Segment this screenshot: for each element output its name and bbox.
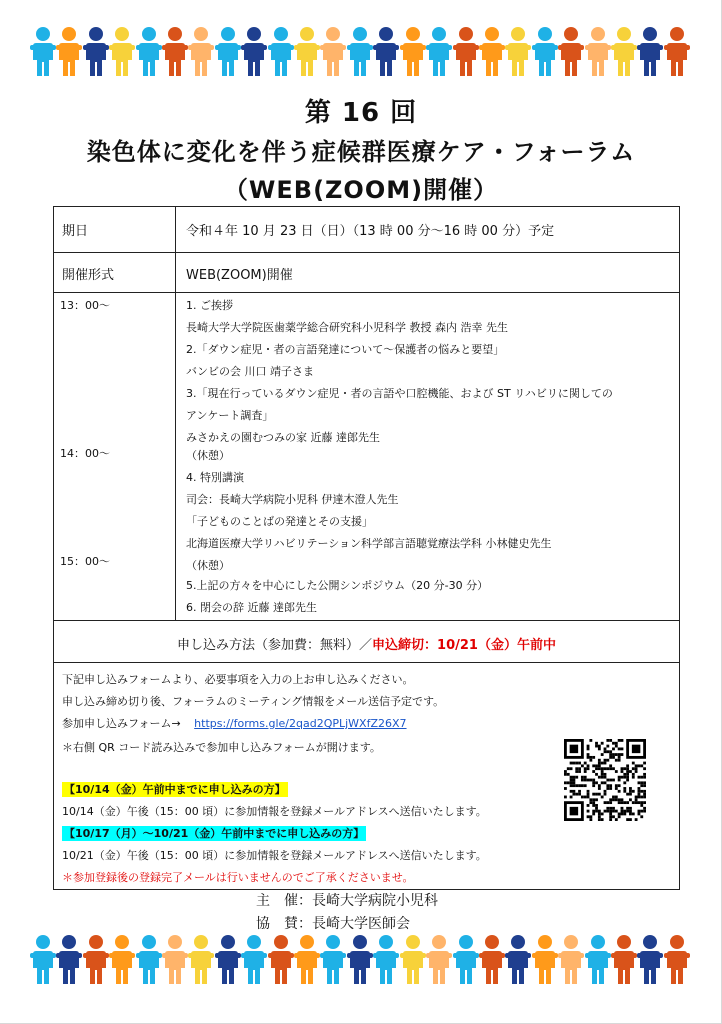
person-figure-icon [479, 26, 505, 78]
program-line: 長崎大学大学院医歯薬学総合研究科小児科学 教授 森内 浩幸 先生 [186, 321, 508, 334]
qr-code-image[interactable] [564, 739, 646, 821]
person-figure-icon [109, 26, 135, 78]
form-line [62, 715, 407, 731]
person-figure-icon [585, 26, 611, 78]
form-link[interactable]: https://forms.gle/2qad2QPLjWXfZ26X7 [194, 717, 407, 730]
person-figure-icon [347, 26, 373, 78]
program-line: 5.上記の方々を中心にした公開シンポジウム（20 分-30 分） [186, 579, 489, 592]
application-info-row [54, 663, 679, 889]
person-figure-icon [215, 26, 241, 78]
format-row [54, 253, 679, 293]
info-table [53, 206, 680, 890]
person-figure-icon [294, 26, 320, 78]
program-line: 3.「現在行っているダウン症児・者の言語や口腔機能、および ST リハビリに関しての [186, 387, 613, 400]
program-line: 6. 閉会の辞 近藤 達郎先生 [186, 601, 317, 614]
person-figure-icon [30, 26, 56, 78]
person-figure-icon [162, 26, 188, 78]
qr-note: ＊右側 QR コード読み込みで参加申し込みフォームが開けます。 [62, 741, 381, 754]
program-line: 4. 特別講演 [186, 471, 244, 484]
person-figure-icon [56, 934, 82, 986]
event-subtitle: （WEB(ZOOM)開催） [223, 176, 499, 204]
program-line: （休憩） [186, 559, 230, 572]
time-13: 13：00～ [60, 299, 110, 312]
person-figure-icon [637, 934, 663, 986]
person-figure-icon [320, 26, 346, 78]
person-figure-icon [188, 934, 214, 986]
person-figure-icon [162, 934, 188, 986]
person-figure-icon [505, 934, 531, 986]
person-figure-icon [664, 934, 690, 986]
application-deadline: 申込締切：10/21（金）午前中 [372, 638, 556, 653]
instruction-line-2: 申し込み締め切り後、フォーラムのミーティング情報をメール送信予定です。 [62, 695, 445, 708]
instruction-line-1: 下記申し込みフォームより、必要事項を入力の上お申し込みください。 [62, 673, 414, 686]
group1-text: 10/14（金）午後（15：00 頃）に参加情報を登録メールアドレスへ送信いたします。 [62, 805, 487, 818]
person-figure-icon [426, 26, 452, 78]
application-method: 申し込み方法（参加費：無料）／ [177, 638, 373, 653]
person-figure-icon [188, 26, 214, 78]
person-figure-icon [505, 26, 531, 78]
format-value: WEB(ZOOM)開催 [186, 268, 293, 283]
person-figure-icon [558, 934, 584, 986]
person-figure-icon [611, 934, 637, 986]
program-line: 1. ご挨拶 [186, 299, 233, 312]
person-figure-icon [136, 934, 162, 986]
program-line: バンビの会 川口 靖子さま [186, 365, 314, 378]
people-chain-top-decoration [30, 22, 690, 78]
person-figure-icon [83, 934, 109, 986]
person-figure-icon [453, 934, 479, 986]
person-figure-icon [294, 934, 320, 986]
person-figure-icon [373, 26, 399, 78]
warning-note: ＊参加登録後の登録完了メールは行いませんのでご了承くださいませ。 [62, 871, 414, 884]
people-chain-bottom-decoration [30, 930, 690, 986]
date-row [54, 207, 679, 253]
program-line: みさかえの園むつみの家 近藤 達郎先生 [186, 431, 380, 444]
person-figure-icon [347, 934, 373, 986]
event-title: 染色体に変化を伴う症候群医療ケア・フォーラム [86, 138, 636, 166]
time-14: 14：00～ [60, 447, 110, 460]
person-figure-icon [453, 26, 479, 78]
program-row [54, 293, 679, 621]
event-number-title: 第 16 回 [304, 98, 418, 128]
person-figure-icon [268, 26, 294, 78]
person-figure-icon [532, 26, 558, 78]
support-line: 協 賛：長崎大学医師会 [256, 916, 410, 932]
person-figure-icon [479, 934, 505, 986]
person-figure-icon [637, 26, 663, 78]
time-15: 15：00～ [60, 555, 110, 568]
person-figure-icon [83, 26, 109, 78]
person-figure-icon [664, 26, 690, 78]
person-figure-icon [373, 934, 399, 986]
application-method-row [54, 621, 679, 663]
person-figure-icon [109, 934, 135, 986]
person-figure-icon [585, 934, 611, 986]
program-line: 2.「ダウン症児・者の言語発達について～保護者の悩みと要望」 [186, 343, 505, 356]
person-figure-icon [215, 934, 241, 986]
program-list [176, 293, 679, 620]
program-line: アンケート調査」 [186, 409, 274, 422]
program-line: 司会：長崎大学病院小児科 伊達木澄人先生 [186, 493, 399, 506]
person-figure-icon [30, 934, 56, 986]
person-figure-icon [400, 934, 426, 986]
person-figure-icon [56, 26, 82, 78]
program-line: 「子どものことばの発達とその支援」 [186, 515, 373, 528]
group2-text: 10/21（金）午後（15：00 頃）に参加情報を登録メールアドレスへ送信いたします。 [62, 849, 487, 862]
format-label: 開催形式 [62, 268, 115, 283]
group2-title: 【10/17（月）～10/21（金）午前中までに申し込みの方】 [64, 827, 365, 840]
form-label: 参加申し込みフォーム→ [62, 717, 181, 730]
person-figure-icon [426, 934, 452, 986]
person-figure-icon [400, 26, 426, 78]
person-figure-icon [320, 934, 346, 986]
program-line: 北海道医療大学リハビリテーション科学部言語聴覚療法学科 小林健史先生 [186, 537, 552, 550]
person-figure-icon [241, 934, 267, 986]
host-line: 主 催：長崎大学病院小児科 [256, 893, 438, 909]
person-figure-icon [532, 934, 558, 986]
person-figure-icon [136, 26, 162, 78]
person-figure-icon [268, 934, 294, 986]
person-figure-icon [611, 26, 637, 78]
person-figure-icon [558, 26, 584, 78]
group1-title: 【10/14（金）午前中までに申し込みの方】 [64, 783, 286, 796]
person-figure-icon [241, 26, 267, 78]
date-value: 令和４年 10 月 23 日（日）（13 時 00 分～16 時 00 分）予定 [186, 224, 555, 239]
date-label: 期日 [62, 224, 89, 239]
program-line: （休憩） [186, 449, 230, 462]
